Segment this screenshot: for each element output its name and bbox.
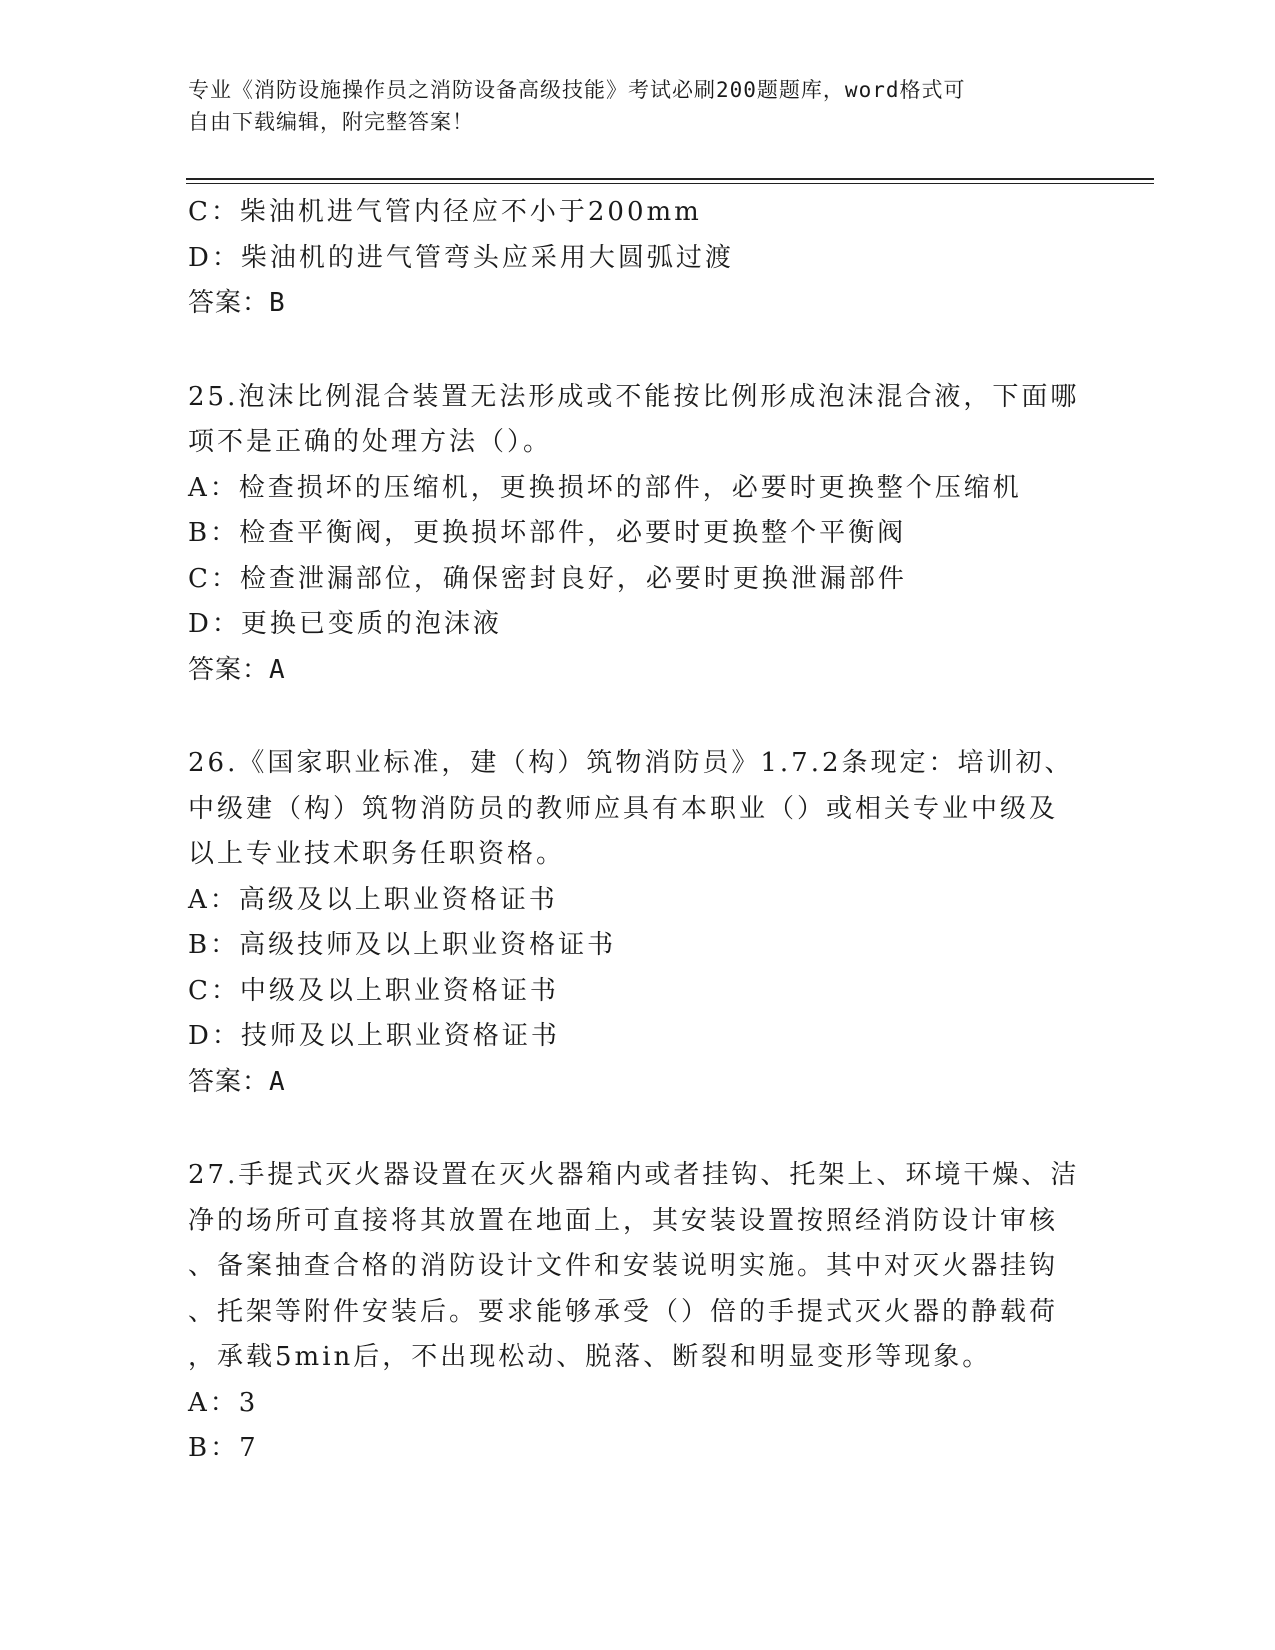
answer-line	[188, 648, 1088, 694]
answer-label: 答案：	[188, 288, 270, 318]
option-a: A：检查损坏的压缩机，更换损坏的部件，必要时更换整个压缩机	[188, 472, 1022, 503]
question-text-line: 、备案抽查合格的消防设计文件和安装说明实施。其中对灭火器挂钩	[188, 1251, 1059, 1281]
option-a: A：高级及以上职业资格证书	[188, 884, 558, 915]
option-d: D：柴油机的进气管弯头应采用大圆弧过渡	[188, 242, 734, 273]
question-text-line: 25.泡沫比例混合装置无法形成或不能按比例形成泡沫混合液，下面哪	[188, 381, 1080, 412]
document-header	[188, 74, 1068, 138]
option-b: B：7	[188, 1433, 259, 1463]
option-d: D：更换已变质的泡沫液	[188, 609, 502, 639]
option-d: D：技师及以上职业资格证书	[188, 1021, 560, 1051]
option-c: C：检查泄漏部位，确保密封良好，必要时更换泄漏部件	[188, 563, 907, 594]
option-b: B：高级技师及以上职业资格证书	[188, 930, 617, 960]
question-text-line: 净的场所可直接将其放置在地面上，其安装设置按照经消防设计审核	[188, 1205, 1059, 1236]
option-c: C：柴油机进气管内径应不小于200mm	[188, 197, 702, 227]
question-27	[188, 1153, 1088, 1472]
answer-line	[188, 1060, 1088, 1106]
question-text-line: 以上专业技术职务任职资格。	[188, 839, 566, 869]
answer-value: A	[269, 1066, 286, 1097]
question-text-line: 项不是正确的处理方法（）。	[188, 427, 553, 457]
answer-line	[188, 281, 1088, 327]
header-line-2: 自由下载编辑，附完整答案！	[188, 110, 474, 134]
option-a: A：3	[188, 1387, 259, 1418]
document-body	[188, 190, 1088, 1472]
question-text-line: 、托架等附件安装后。要求能够承受（）倍的手提式灭火器的静载荷	[188, 1296, 1059, 1327]
answer-label: 答案：	[188, 654, 270, 685]
question-26	[188, 741, 1088, 1105]
header-divider-thin	[186, 183, 1154, 184]
question-text-line: 中级建（构）筑物消防员的教师应具有本职业（）或相关专业中级及	[188, 793, 1059, 824]
question-text-line: 26.《国家职业标准，建（构）筑物消防员》1.7.2条现定：培训初、	[188, 748, 1074, 778]
header-divider-thick	[186, 178, 1154, 180]
answer-value: B	[269, 288, 286, 318]
question-text-line: 27.手提式灭火器设置在灭火器箱内或者挂钩、托架上、环境干燥、洁	[188, 1160, 1080, 1190]
option-b: B：检查平衡阀，更换损坏部件，必要时更换整个平衡阀	[188, 518, 907, 548]
answer-label: 答案：	[188, 1066, 270, 1097]
header-line-1: 专业《消防设施操作员之消防设备高级技能》考试必刷200题题库，word格式可	[188, 78, 966, 102]
question-text-line: ，承载5min后，不出现松动、脱落、断裂和明显变形等现象。	[188, 1342, 992, 1372]
question-25	[188, 375, 1088, 694]
question-continued	[188, 190, 1088, 327]
answer-value: A	[269, 654, 286, 685]
option-c: C：中级及以上职业资格证书	[188, 975, 559, 1006]
